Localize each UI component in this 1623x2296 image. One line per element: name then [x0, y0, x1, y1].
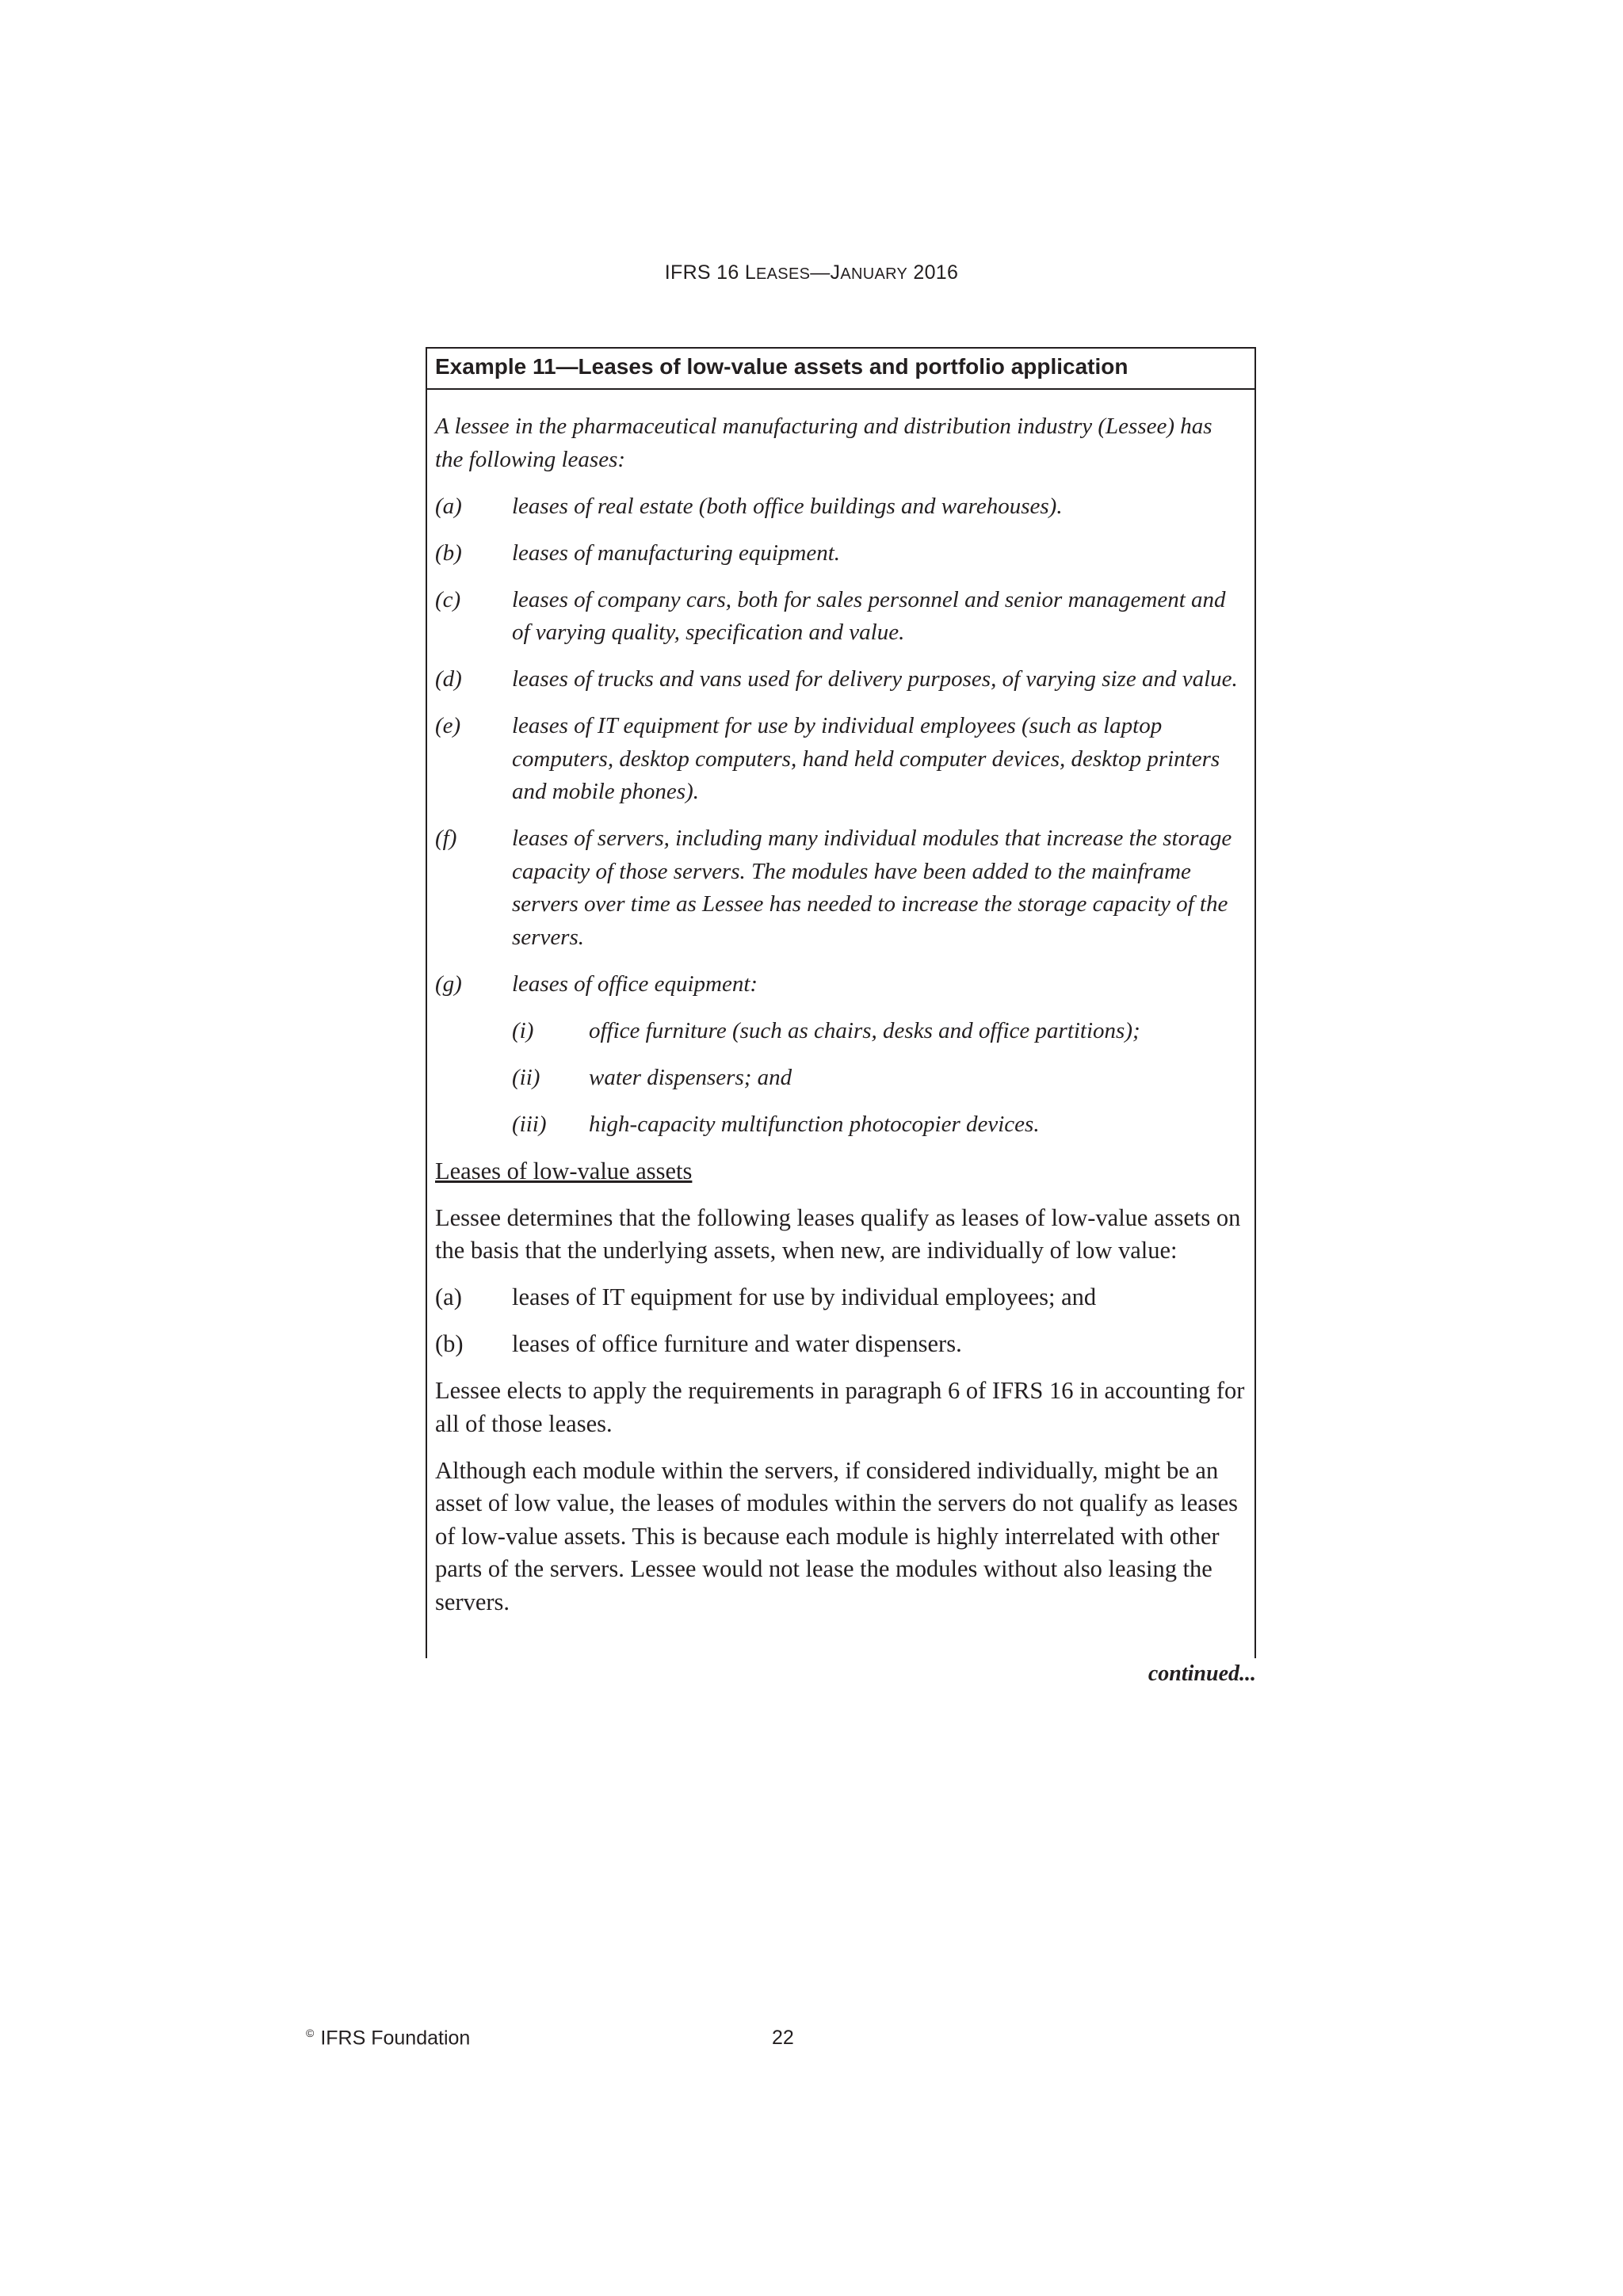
lease-item-label: (e) [435, 713, 461, 738]
low-value-text: leases of IT equipment for use by individual employees; and [512, 1283, 1097, 1310]
lease-item-label: (f) [435, 826, 457, 851]
lease-item-text: leases of trucks and vans used for delivery purposes, of varying size and value. [512, 666, 1238, 692]
lease-item [435, 537, 1245, 570]
low-value-item [435, 1328, 1245, 1361]
determination-paragraph: Lessee determines that the following leases qualify as leases of low-value assets on the basis that the underlying assets, when new, are individually of low value: [435, 1203, 1241, 1264]
header-dash: — [810, 261, 831, 284]
lease-item [435, 822, 1245, 954]
lease-item-text: leases of manufacturing equipment. [512, 540, 841, 566]
example-title: Example 11—Leases of low-value assets and portfolio application [427, 349, 1254, 390]
header-year: 2016 [907, 261, 959, 284]
lease-item [435, 584, 1245, 650]
low-value-text: leases of office furniture and water dispensers. [512, 1330, 962, 1357]
header-prefix: IFRS 16 [664, 261, 745, 284]
lease-item-text: leases of IT equipment for use by individual employees (such as laptop computers, desktop computers, hand held computer devices, desktop printers and mobile phones). [512, 713, 1220, 804]
copyright-symbol: © [306, 2027, 315, 2039]
lease-item [435, 490, 1245, 524]
example-body [427, 390, 1254, 1619]
lease-item-label: (d) [435, 666, 462, 692]
servers-paragraph: Although each module within the servers, if considered individually, might be an asset of low value, the leases of modules within the servers do not qualify as leases of low-value assets. This is because each module is highly interrelated with other parts of the servers. Lessee would not lease the modules without also leasing the servers. [435, 1456, 1239, 1615]
lease-item-text: leases of servers, including many individual modules that increase the storage capacity of those servers. The modules have been added to the mainframe servers over time as Lessee has needed to increase the storage capacity of the servers. [512, 826, 1232, 950]
section-heading: Leases of low-value assets [435, 1157, 693, 1184]
office-equipment-item [512, 1015, 1245, 1048]
header-word-january: JANUARY [830, 261, 908, 284]
example-intro: A lessee in the pharmaceutical manufacturing and distribution industry (Lessee) has the following leases: [435, 414, 1212, 472]
election-paragraph: Lessee elects to apply the requirements in paragraph 6 of IFRS 16 in accounting for all of those leases. [435, 1377, 1245, 1437]
running-header [0, 261, 1623, 284]
office-equipment-label: (iii) [512, 1111, 547, 1137]
lease-item-text: leases of company cars, both for sales personnel and senior management and of varying quality, specification and value. [512, 586, 1226, 645]
continued-marker: continued... [1148, 1661, 1256, 1686]
office-equipment-text: high-capacity multifunction photocopier devices. [589, 1111, 1040, 1137]
office-equipment-text: office furniture (such as chairs, desks and office partitions); [589, 1017, 1140, 1043]
lease-item-label: (a) [435, 493, 462, 519]
low-value-label: (b) [435, 1330, 464, 1357]
footer-copyright [306, 2027, 470, 2050]
low-value-label: (a) [435, 1283, 462, 1310]
lease-item-label: (b) [435, 540, 462, 566]
office-equipment-label: (ii) [512, 1064, 540, 1090]
copyright-text: IFRS Foundation [320, 2027, 471, 2050]
low-value-item [435, 1281, 1245, 1314]
page-number: 22 [772, 2027, 794, 2049]
example-box [426, 347, 1256, 1658]
office-equipment-item [512, 1108, 1245, 1142]
lease-item [435, 710, 1245, 809]
lease-item-text: leases of real estate (both office buildings and warehouses). [512, 493, 1063, 519]
office-equipment-item [512, 1062, 1245, 1095]
lease-item [435, 968, 1245, 1001]
office-equipment-text: water dispensers; and [589, 1064, 792, 1090]
lease-item-label: (c) [435, 586, 461, 612]
lease-item-text: leases of office equipment: [512, 971, 758, 997]
lease-item [435, 663, 1245, 696]
lease-item-label: (g) [435, 971, 462, 997]
office-equipment-label: (i) [512, 1017, 534, 1043]
header-word-leases: LEASES [744, 261, 811, 284]
